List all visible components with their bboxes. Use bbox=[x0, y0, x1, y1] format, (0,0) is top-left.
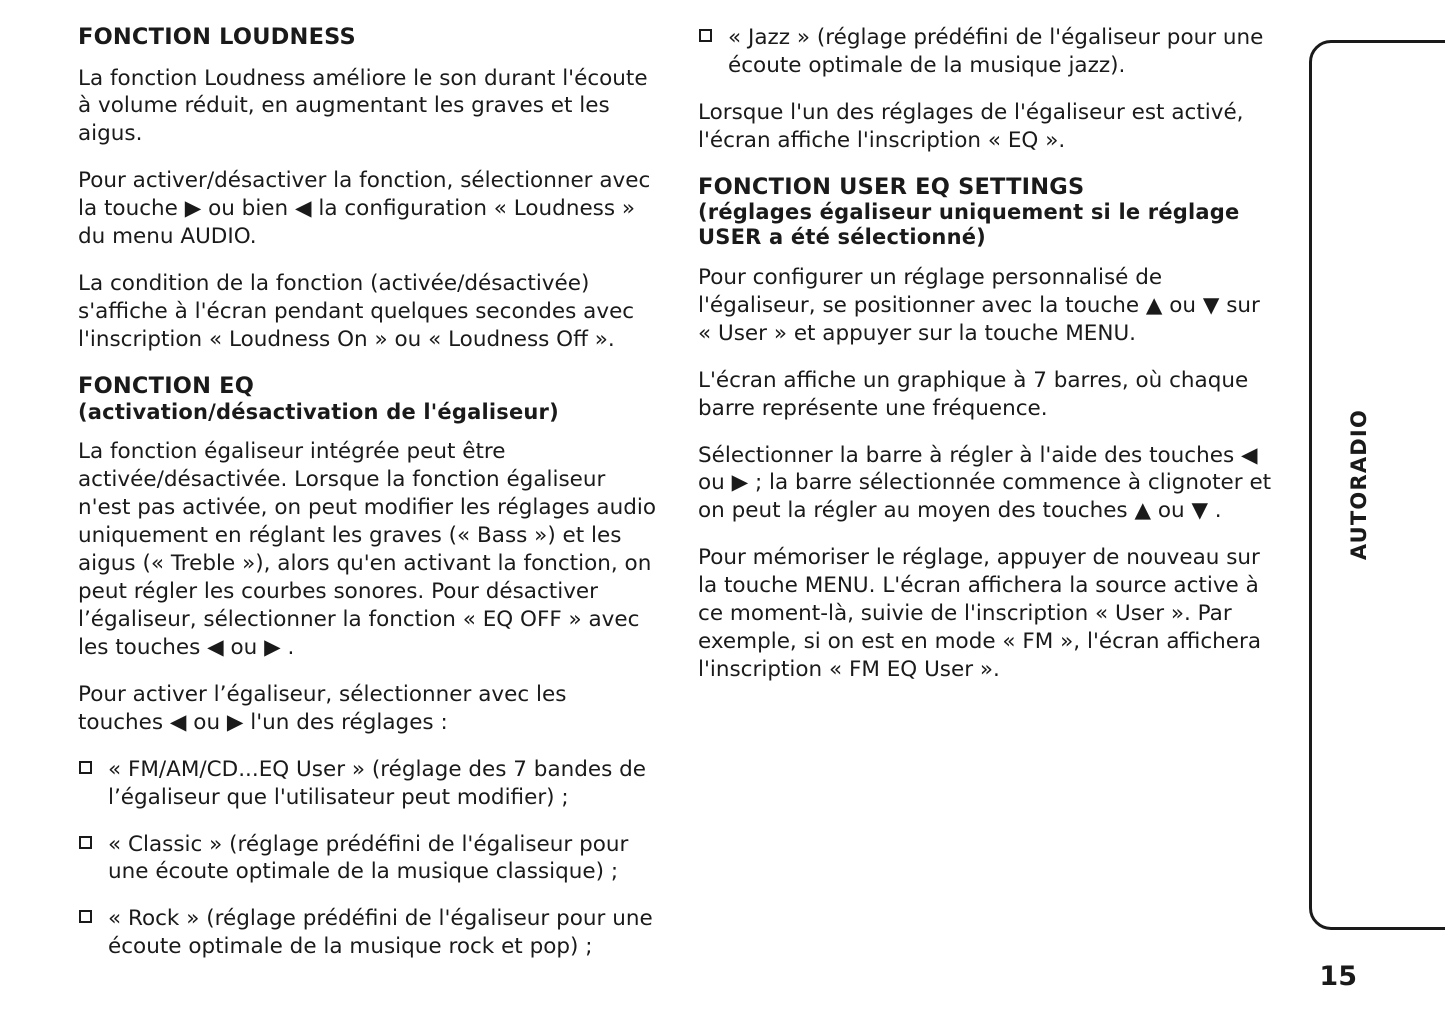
square-bullet-icon bbox=[79, 836, 92, 849]
chapter-tab-label: AUTORADIO bbox=[1347, 409, 1371, 561]
section-heading-loudness bbox=[78, 24, 656, 51]
list-item-text: « Jazz » (réglage prédéfini de l'égaliseur pour une écoute optimale de la musique jazz). bbox=[728, 25, 1264, 78]
page-number: 15 bbox=[1319, 961, 1357, 992]
list-item bbox=[78, 831, 656, 887]
section-heading-eq bbox=[78, 373, 656, 424]
chapter-tab-label-wrapper bbox=[1347, 40, 1371, 930]
section-heading-user-eq-settings bbox=[698, 174, 1276, 250]
list-item bbox=[78, 905, 656, 961]
square-bullet-icon bbox=[79, 761, 92, 774]
list-item-text: « Classic » (réglage prédéfini de l'égaliseur pour une écoute optimale de la musique classique) ; bbox=[108, 831, 629, 885]
list-item bbox=[698, 24, 1276, 80]
paragraph: Pour configurer un réglage personnalisé de l'égaliseur, se positionner avec la touche ▲ ou ▼ sur « User » et appuyer sur la touche MENU. bbox=[698, 264, 1260, 346]
bullet-list bbox=[698, 24, 1276, 80]
list-item-text: « FM/AM/CD...EQ User » (réglage des 7 bandes de l’égaliseur que l'utilisateur peut modifier) ; bbox=[108, 756, 647, 810]
paragraph: Pour activer/désactiver la fonction, sélectionner avec la touche ▶ ou bien ◀ la configuration « Loudness » du menu AUDIO. bbox=[78, 168, 651, 250]
paragraph: La fonction Loudness améliore le son durant l'écoute à volume réduit, en augmentant les graves et les aigus. bbox=[78, 65, 648, 147]
square-bullet-icon bbox=[79, 910, 92, 923]
two-column-body bbox=[78, 24, 1273, 984]
list-item-text: « Rock » (réglage prédéfini de l'égaliseur pour une écoute optimale de la musique rock et pop) ; bbox=[108, 906, 653, 960]
square-bullet-icon bbox=[699, 29, 712, 42]
bullet-list bbox=[78, 756, 656, 962]
right-column bbox=[698, 24, 1276, 984]
list-item bbox=[78, 756, 656, 812]
heading-text: FONCTION EQ bbox=[78, 372, 255, 399]
heading-text: FONCTION USER EQ SETTINGS bbox=[698, 173, 1085, 200]
paragraph: Lorsque l'un des réglages de l'égaliseur est activé, l'écran affiche l'inscription « EQ ». bbox=[698, 99, 1244, 153]
left-column bbox=[78, 24, 656, 984]
paragraph: Pour activer l’égaliseur, sélectionner avec les touches ◀ ou ▶ l'un des réglages : bbox=[78, 681, 567, 735]
heading-text: FONCTION LOUDNESS bbox=[78, 24, 356, 50]
chapter-tab-frame bbox=[1309, 40, 1445, 930]
heading-subtext: (activation/désactivation de l'égaliseur) bbox=[78, 399, 559, 424]
paragraph: Sélectionner la barre à régler à l'aide des touches ◀ ou ▶ ; la barre sélectionnée commence à clignoter et on peut la régler au moyen des touches ▲ ou ▼ . bbox=[698, 442, 1272, 524]
paragraph: La condition de la fonction (activée/désactivée) s'affiche à l'écran pendant quelques secondes avec l'inscription « Loudness On » ou « Loudness Off ». bbox=[78, 271, 635, 353]
chapter-tab bbox=[1297, 40, 1445, 930]
heading-subtext: (réglages égaliseur uniquement si le réglage USER a été sélectionné) bbox=[698, 200, 1240, 250]
paragraph: La fonction égaliseur intégrée peut être activée/désactivée. Lorsque la fonction égaliseur n'est pas activée, on peut modifier les réglages audio uniquement en réglant les graves (« Bass ») et les aigus (« Treble »), alors qu'en activant la fonction, on peut régler les courbes sonores. Pour désactiver l’égaliseur, sélectionner la fonction « EQ OFF » avec les touches ◀ ou ▶ . bbox=[78, 439, 656, 660]
paragraph: Pour mémoriser le réglage, appuyer de nouveau sur la touche MENU. L'écran affichera la source active à ce moment-là, suivie de l'inscription « User ». Par exemple, si on est en mode « FM », l'écran affichera l'inscription « FM EQ User ». bbox=[698, 545, 1262, 683]
paragraph: L'écran affiche un graphique à 7 barres, où chaque barre représente une fréquence. bbox=[698, 367, 1249, 421]
